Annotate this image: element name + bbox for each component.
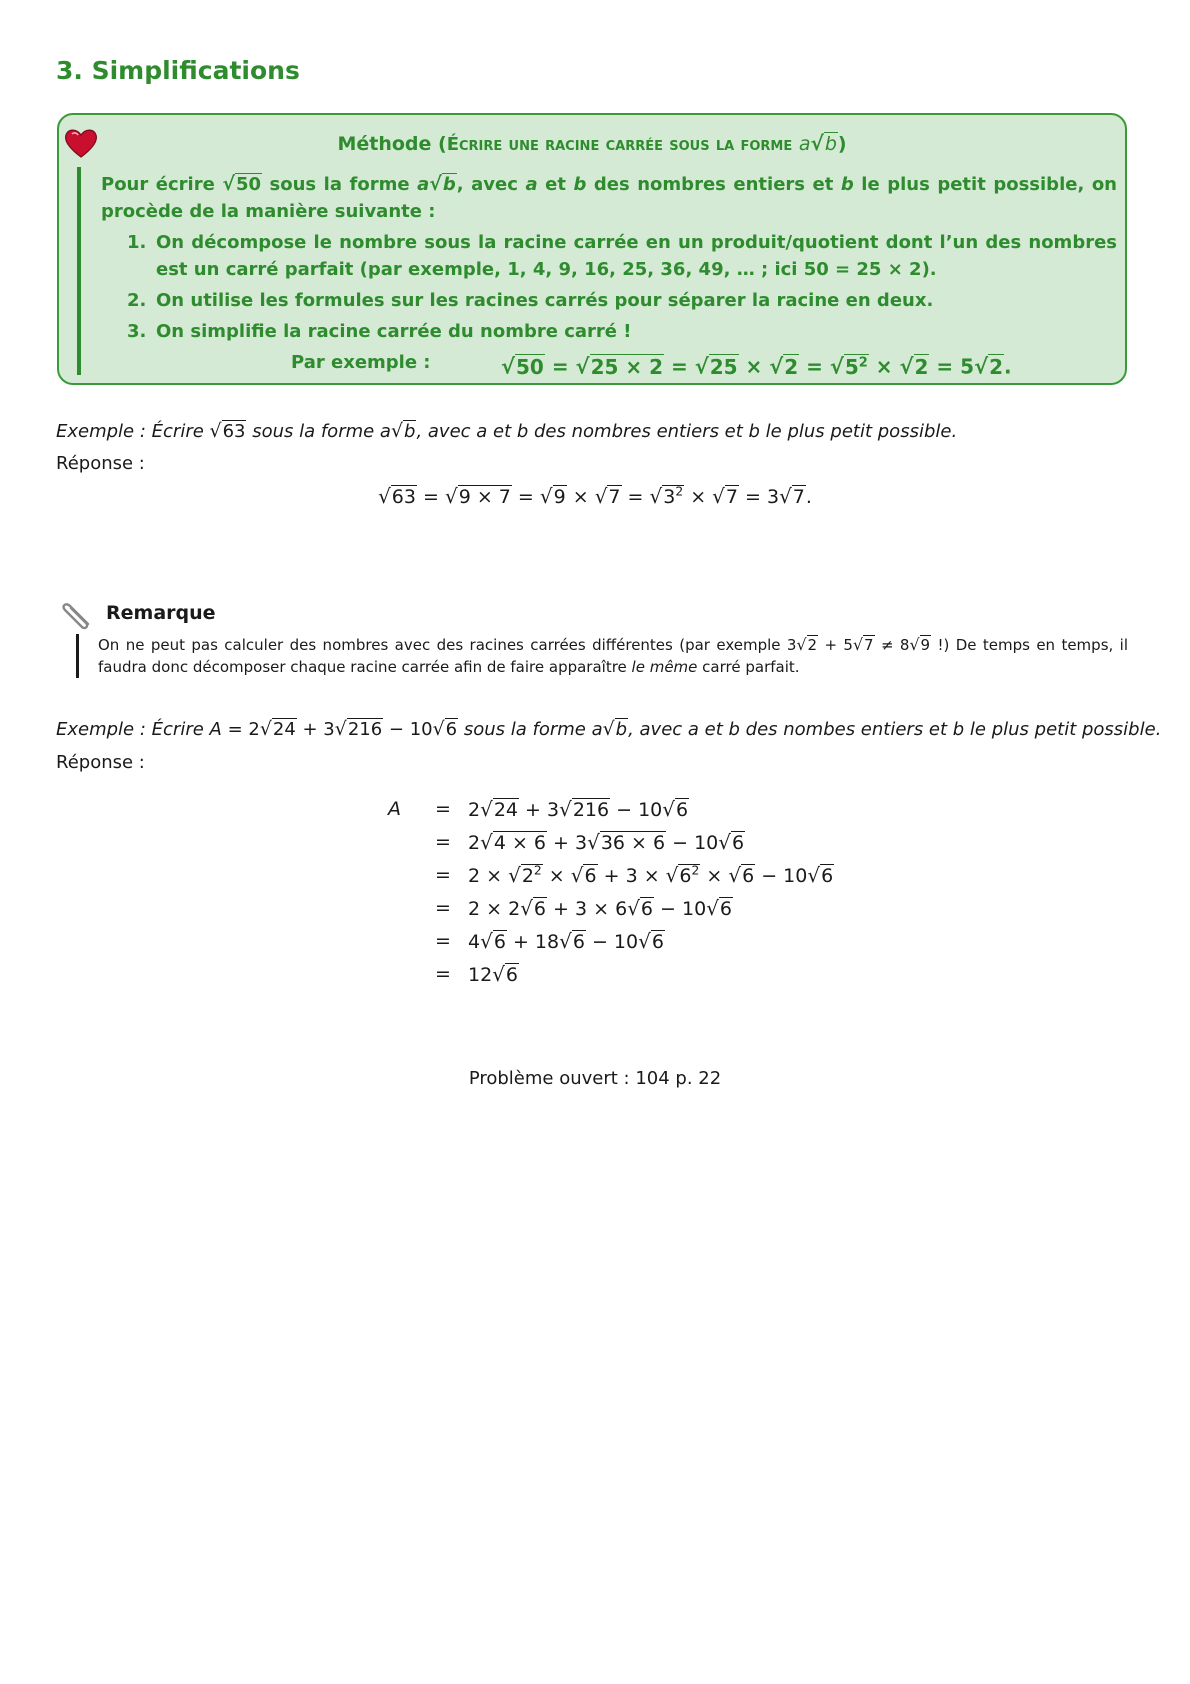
method-step: 3. On simplifie la racine carrée du nombre carré ! (127, 321, 632, 342)
example2-statement: Exemple : Écrire A = 2√24 + 3√216 − 10√6 sous la forme a√b, avec a et b des nombes entiers et b le plus petit possible. (56, 718, 1162, 740)
example2-answer-label: Réponse : (56, 752, 145, 773)
method-steps (101, 229, 1117, 345)
method-example (101, 349, 1117, 379)
derivation-line: = $2 \times √2^2 \times √6 + 3 \times √6^2 \times √6 - 10√6$ (435, 862, 834, 887)
remark-bar (76, 634, 79, 678)
method-step: 2. On utilise les formules sur les racines carrés pour séparer la racine en deux. (127, 290, 934, 311)
method-title: Méthode (Écrire une racine carrée sous la forme a√b) (337, 131, 847, 155)
derivation-line: = 2√4 × 6 + 3√36 × 6 − 10√6 (435, 829, 745, 854)
paperclip-icon (58, 598, 96, 632)
example2-derivation (388, 792, 834, 990)
example-formula: $√50 = √25 \times 2 = √25 \times √2 = √5^2 \times √2 = 5√2$. (501, 354, 1012, 379)
method-body (101, 171, 1117, 379)
derivation-line: = 4√6 + 18√6 − 10√6 (435, 928, 664, 953)
open-problem: Problème ouvert : 104 p. 22 (468, 1068, 722, 1089)
derivation-line: = 12√6 (435, 961, 518, 986)
remark-title: Remarque (106, 602, 216, 624)
section-title: 3. Simplifications (56, 56, 300, 85)
example1-formula: $√63 = √9 \times 7 = √9 \times √7 = √3^2 \times √7 = 3√7$. (378, 484, 812, 508)
example1-statement: Exemple : Écrire √63 sous la forme a√b, avec a et b des nombres entiers et b le plus petit possible. (56, 420, 958, 442)
method-step: 1. On décompose le nombre sous la racine carrée en un produit/quotient dont l’un des nombres est un carré parfait (par exemple, 1, 4, 9, 16, 25, 36, 49, … ; ici 50 = 25 × 2). (127, 232, 1117, 280)
example-label: Par exemple : (291, 352, 431, 373)
remark-text: On ne peut pas calculer des nombres avec des racines carrées différentes (par exemple 3√2 + 5√7 ≠ 8√9 !) De temps en temps, il faudra donc décomposer chaque racine carrée afin de faire apparaître le même carré parfait. (98, 635, 1129, 676)
method-intro: Pour écrire √50 sous la forme a√b, avec a et b des nombres entiers et b le plus petit possible, on procède de la manière suivante : (101, 173, 1117, 222)
method-bar (77, 167, 81, 375)
example1-answer-label: Réponse : (56, 453, 145, 474)
derivation-line: = 2 × 2√6 + 3 × 6√6 − 10√6 (435, 895, 732, 920)
derivation-line: A = 2√24 + 3√216 − 10√6 (388, 796, 689, 821)
method-box (57, 113, 1127, 385)
